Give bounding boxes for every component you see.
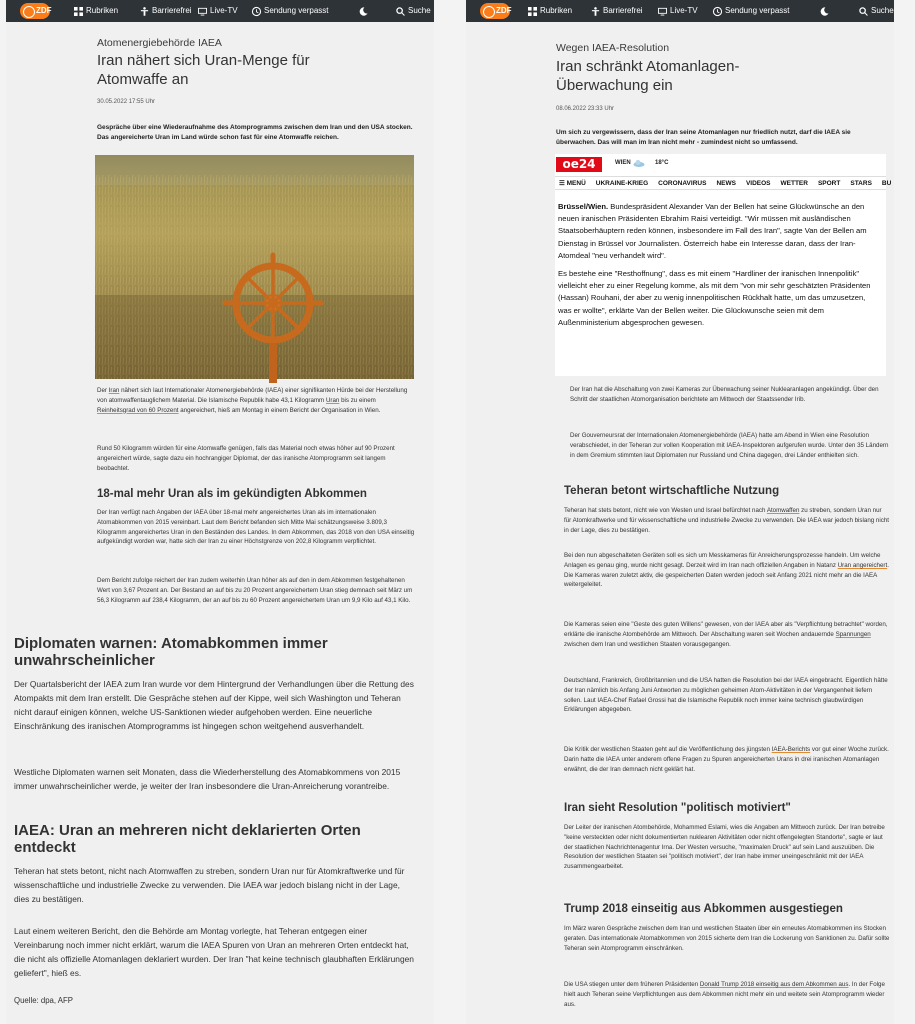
paragraph-5: Die Kameras seien eine "Geste des guten Willens" gewesen, von der IAEA aber als "Verpflichtung betrachtet" worden, erklärte die iranische Atombehörde am Mittwoch. Der Abschaltung waren seit Wochen andauernde Spannungen zwischen dem Iran und westlichen Staaten vorausgegangen.	[564, 621, 888, 648]
article-lead: Gespräche über eine Wiederaufnahme des Atomprogramms zwischen dem Iran und den USA stocken. Das angereicherte Uran im Land würde schon fast für eine Atomwaffe reichen.	[97, 124, 413, 141]
oe24-menu-item[interactable]: NEWS	[716, 179, 736, 187]
paragraph-1: Der Iran nähert sich laut Internationaler Atomenergiebehörde (IAEA) einer signifikanten Hürde bei der Herstellung von atomwaffentauglichem Material. Die Islamische Republik habe 43,1 Kilogramm Uran bis zu einem Reinheitsgrad von 60 Prozent angereichert, hieß am Montag in einem Bericht der Organisation in Wien.	[97, 387, 408, 414]
link-spannungen[interactable]: Spannungen	[835, 630, 871, 638]
subheading-2: Diplomaten warnen: Atomabkommen immer unwahrscheinlicher	[14, 635, 328, 669]
paragraph-5: Der Quartalsbericht der IAEA zum Iran wurde vor dem Hintergrund der Verhandlungen über die Rettung des Atompakts mit dem Iran erstellt. Die Gespräche stehen auf der Kippe, weil sich Washington und Teheran nicht darauf einigen können, welche US-Sanktionen wieder aufgehoben werden. Eine neuerliche Einschränkung des iranischen Atomprogramms ist hingegen schon weitgehend ausverhandelt.	[14, 679, 414, 731]
grid-icon	[74, 7, 83, 16]
nav-live-tv-label: Live-TV	[210, 6, 238, 15]
top-navigation-right	[466, 0, 894, 22]
oe24-menu-item[interactable]: UKRAINE-KRIEG	[595, 179, 649, 187]
nav-sendung-verpasst-label: Sendung verpasst	[264, 6, 329, 15]
nav-suche-label: Suche	[871, 6, 894, 15]
paragraph-3: Teheran hat stets betont, nicht wie von Westen und Israel befürchtet nach Atomwaffen zu streben, sondern Uran nur für Atomkraftwerke und für wissenschaftliche und industrielle Zwecke zu verwenden. Die IAEA war jedoch bislang nicht in der Lage, dies zu bestätigen.	[564, 507, 890, 534]
oe24-menu-item[interactable]: WETTER	[780, 179, 808, 187]
subheading-1: 18-mal mehr Uran als im gekündigten Abkommen	[97, 488, 367, 500]
article-date: 30.05.2022 17:55 Uhr	[97, 99, 156, 105]
zdf-logo-right[interactable]: ZDF	[480, 3, 510, 19]
hero-image-wheat-field-wheel	[95, 155, 414, 379]
zdf-logo[interactable]: ZDF	[20, 3, 50, 19]
top-navigation	[6, 0, 434, 22]
paragraph-6: Westliche Diplomaten warnen seit Monaten, dass die Wiederherstellung des Atomabkommens von 2015 immer unwahrscheinlicher werde, je weiter der Iran insbesondere die Uran-Anreicherung vorantreibe.	[14, 767, 401, 791]
embedded-oe24-screenshot	[555, 154, 892, 376]
paragraph-3: Der Iran verfügt nach Angaben der IAEA über 18-mal mehr angereichertes Uran als im internationalen Atomabkommen von 2015 vereinbart. Laut dem Bericht befanden sich Mitte Mai schätzungsweise 3.809,3 Kilogramm angereichertes Uran in den Beständen des Landes. In dem Abkommen, das 2018 von den USA einseitig aufgekündigt worden war, hatte sich der Iran zu einer Höchstgrenze von 202,8 Kilogramm verpflichtet.	[97, 509, 415, 546]
tv-icon	[658, 7, 667, 16]
moon-icon	[820, 7, 829, 16]
paragraph-6: Deutschland, Frankreich, Großbritannien und die USA hatten die Resolution bei der IAEA eingebracht. Eigentlich hätte der Iran nämlich bis Anfang Juni Antworten zu möglichen geheimen Atom-Aktivitäten in der Vergangenheit liefern sollen. Laut IAEA-Chef Rafael Grossi hat die Islamische Republik noch immer keine technisch glaubwürdigen Erklärungen abgegeben.	[564, 677, 888, 714]
oe24-paragraph-1: Brüssel/Wien. Bundespräsident Alexander Van der Bellen hat seine Glückwünsche an den neuen iranischen Präsidenten Ebrahim Raisi verteidigt. "Wir müssen mit ausländischen Staatsoberhäuptern reden können, insbesondere im Fall des Iran", sagte Van der Bellen am Dienstag in Brüssel vor Journalisten. Österreich habe ein Interesse daran, dass der Iran-Atomdeal "neu verhandelt wird".	[558, 202, 867, 260]
article-kicker: Atomenergiebehörde IAEA	[97, 37, 222, 49]
accessibility-icon	[591, 7, 600, 16]
nav-rubriken-label: Rubriken	[86, 6, 119, 15]
grid-icon	[528, 7, 537, 16]
nav-live-tv-label: Live-TV	[670, 6, 698, 15]
subheading-2: Iran sieht Resolution "politisch motiviert"	[564, 802, 791, 814]
clock-icon	[713, 7, 722, 16]
link-donald-trump[interactable]: Donald Trump 2018 einseitig aus dem Abkommen aus	[699, 981, 849, 988]
article-column-left	[6, 0, 434, 1024]
subheading-1: Teheran betont wirtschaftliche Nutzung	[564, 485, 780, 497]
subheading-3: Trump 2018 einseitig aus Abkommen ausgestiegen	[564, 903, 843, 915]
nav-barrierefrei-label: Barrierefrei	[603, 6, 643, 15]
link-iran[interactable]: Iran	[108, 387, 120, 394]
nav-suche-label: Suche	[408, 6, 431, 15]
oe24-menu-item[interactable]: CORONAVIRUS	[658, 179, 707, 187]
paragraph-2: Rund 50 Kilogramm würden für eine Atomwaffe genügen, falls das Material noch etwas höher auf 90 Prozent angereichert würde, sagte dazu ein hochrangiger Diplomat, der das iranische Atomprogramm seit langem beobachtet.	[97, 445, 395, 472]
article-column-right	[466, 0, 894, 1024]
oe24-weather-temp: 18°C	[655, 160, 669, 166]
dark-mode-toggle-right[interactable]	[820, 5, 829, 17]
oe24-paragraph-2: Es bestehe eine "Resthoffnung", dass es mit einem "Hardliner der iranischen Innenpolitik" vielleicht eher zu einer Regelung komme, als mit dem "von mir sehr geschätzten Präsidenten (Hassan) Rouhani, der aber zu wenig innenpolitischen Rückhalt hatte, um das umzusetzen, was er wollte", erklärte Van der Bellen weiter. Die Glückwunsche seien mit dem Außenministerium abgesprochen gewesen.	[558, 269, 871, 327]
oe24-menu-item[interactable]: ☰ MENÜ	[559, 180, 586, 187]
paragraph-10: Die USA stiegen unter dem früheren Präsidenten Donald Trump 2018 einseitig aus dem Abkommen aus. In der Folge hielt auch Teheran seine Verpflichtungen aus dem Abkommen nicht mehr ein und weitete sein Atomprogramm wieder aus.	[564, 981, 885, 1008]
page-edge	[894, 0, 915, 1024]
paragraph-9: Im März waren Gespräche zwischen dem Iran und westlichen Staaten über ein erneutes Atomabkommen ins Stocken geraten. Das internationale Atomabkommen von 2015 sicherte dem Iran die Lockerung von Sanktionen zu. Dafür sollte Teheran sein Atomprogramm einschränken.	[564, 925, 890, 952]
nav-barrierefrei-right[interactable]	[591, 5, 643, 17]
nav-live-tv[interactable]	[198, 5, 238, 17]
paragraph-4: Bei den nun abgeschalteten Geräten soll es sich um Messkameras für Anreicherungsprozesse handeln. Um welche Anlagen es genau ging, wurde nicht gesagt. Derzeit wird im Iran nach offiziellen Angaben in Natanz Uran angereichert. Die Kameras waren zuletzt aktiv, die gespeicherten Daten werden jedoch seit Anfang 2021 nicht mehr an die IAEA weitergeleitet.	[564, 552, 889, 589]
paragraph-8: Der Leiter der iranischen Atombehörde, Mohammed Eslami, wies die Angaben am Mittwoch zurück. Der Iran betreibe "keine versteckten oder nicht dokumentierten nuklearen Aktivitäten oder nicht offengelegten Standorte", sagte er laut der staatlichen Nachrichtenagentur Irna. Der Westen versuche, "maximalen Druck" auf sein Land auszuüben. Die Resolution der westlichen Staaten sei "politisch motiviert", der Iran habe immer uneingeschränkt mit der IAEA zusammengearbeitet.	[564, 824, 885, 871]
oe24-menu-item[interactable]: SPORT	[817, 179, 841, 187]
paragraph-7: Die Kritik der westlichen Staaten geht auf die Veröffentlichung des jüngsten IAEA-Berichts vor gut einer Woche zurück. Darin hatte die IAEA unter anderem offene Fragen zu Spuren angereicherten Urans in drei iranischen Atomanlagen erwähnt, die der Iran demnach nicht geklärt hat.	[564, 746, 889, 773]
nav-sendung-verpasst[interactable]	[252, 5, 329, 17]
paragraph-1: Der Iran hat die Abschaltung von zwei Kameras zur Überwachung seiner Nuklearanlagen angekündigt. Über den Schritt der staatlichen Atomorganisation berichtete am Mittwoch der Staatssender Irib.	[570, 386, 879, 403]
dark-mode-toggle[interactable]	[359, 5, 368, 17]
oe24-logo: oe24	[556, 157, 602, 172]
oe24-menu-item[interactable]: BU	[881, 179, 892, 187]
moon-icon	[359, 7, 368, 16]
nav-sendung-verpasst-right[interactable]	[713, 5, 790, 17]
paragraph-2: Der Gouverneursrat der Internationalen Atomenergiebehörde (IAEA) hatte am Abend in Wien eine Resolution verabschiedet, in der Teheran zur vollen Kooperation mit IAEA-Inspektoren aufgerufen wurde. Unter den 35 Ländern in dem Gremium stimmten laut Diplomaten nur Russland und China dagegen, drei Länder enthielten sich.	[570, 432, 889, 459]
paragraph-7: Teheran hat stets betont, nicht nach Atomwaffen zu streben, sondern Uran nur für Atomkraftwerke und für wissenschaftliche und industrielle Zwecke zu verwenden. Die IAEA war jedoch bislang nicht in der Lage, dies zu bestätigen.	[14, 866, 405, 904]
oe24-menu-item[interactable]: STARS	[850, 179, 872, 187]
tv-icon	[198, 7, 207, 16]
paragraph-4: Dem Bericht zufolge reichert der Iran zudem weiterhin Uran höher als auf den in dem Abkommen festgehaltenen Wert von 3,67 Prozent an. Der Bestand an auf bis zu 20 Prozent angereichertem Uran stieg demnach seit März um 56,3 Kilogramm auf 238,4 Kilogramm, der an auf bis zu 60 Prozent angereichertem Uran um 9,9 Kilo auf 43,1 Kilo.	[97, 577, 413, 604]
link-uran-angereichert[interactable]: Uran angereichert	[837, 561, 888, 569]
article-title: Iran schränkt Atomanlagen-Überwachung ein	[556, 58, 740, 94]
search-icon	[859, 7, 868, 16]
oe24-menu-item[interactable]: VIDEOS	[745, 179, 771, 187]
source-line: Quelle: dpa, AFP	[14, 996, 73, 1005]
oe24-header	[555, 154, 886, 176]
accessibility-icon	[140, 7, 149, 16]
nav-sendung-verpasst-label: Sendung verpasst	[725, 6, 790, 15]
nav-barrierefrei-label: Barrierefrei	[152, 6, 192, 15]
nav-rubriken[interactable]	[74, 5, 118, 17]
paragraph-8: Laut einem weiteren Bericht, den die Behörde am Montag vorlegte, hat Teheran entgegen einer Vereinbarung noch immer nicht erklärt, warum die IAEA Spuren von Uran an mehreren Orten entdeckt hat, die nicht als offizielle Atomanlagen deklariert wurden. Der Iran "hat keine technisch glaubhaften Erklärungen geliefert", hieß es.	[14, 926, 414, 978]
clock-icon	[252, 7, 261, 16]
nav-suche[interactable]	[396, 5, 431, 17]
link-uran[interactable]: Uran	[325, 396, 340, 404]
link-reinheitsgrad[interactable]: Reinheitsgrad von 60 Prozent	[97, 406, 179, 414]
oe24-weather-city: WIEN	[615, 160, 631, 166]
nav-rubriken-right[interactable]	[528, 5, 572, 17]
oe24-menu	[555, 176, 892, 190]
cloud-icon	[633, 159, 645, 167]
article-kicker: Wegen IAEA-Resolution	[556, 42, 670, 54]
nav-live-tv-right[interactable]	[658, 5, 698, 17]
article-title: Iran nähert sich Uran-Menge für Atomwaffe an	[97, 52, 310, 88]
article-lead: Um sich zu vergewissern, dass der Iran seine Atomanlagen nur friedlich nutzt, darf die IAEA sie überwachen. Das will man im Iran nicht mehr - zumindest nicht so umfassend.	[556, 129, 851, 146]
nav-rubriken-label: Rubriken	[540, 6, 573, 15]
link-atomwaffen[interactable]: Atomwaffen	[766, 507, 800, 514]
nav-barrierefrei[interactable]	[140, 5, 192, 17]
oe24-article-text	[558, 201, 876, 335]
nav-suche-right[interactable]	[859, 5, 894, 17]
subheading-3: IAEA: Uran an mehreren nicht deklarierten Orten entdeckt	[14, 822, 361, 856]
link-iaea-berichts[interactable]: IAEA-Berichts	[771, 746, 811, 753]
search-icon	[396, 7, 405, 16]
article-date: 08.06.2022 23:33 Uhr	[556, 106, 615, 112]
